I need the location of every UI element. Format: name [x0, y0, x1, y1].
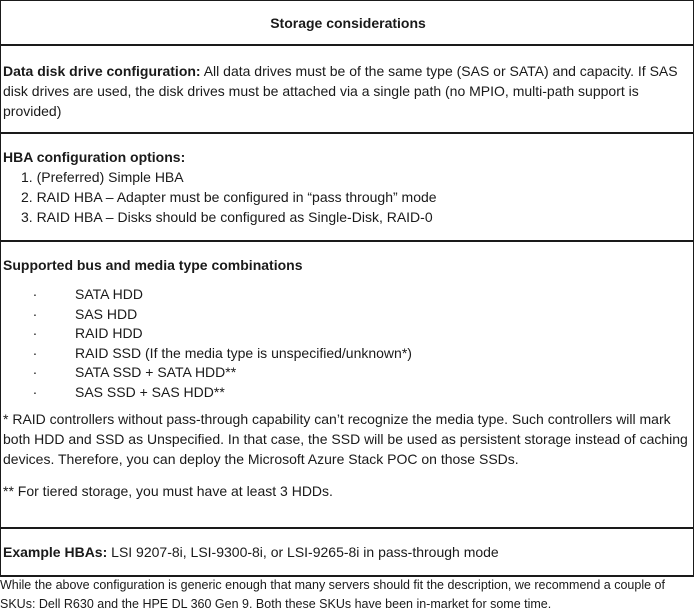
hba-label: HBA configuration options:	[3, 149, 186, 165]
example-hba-row	[1, 529, 693, 577]
list-item	[3, 383, 693, 403]
list-item	[3, 324, 693, 344]
list-item-text: SATA SSD + SATA HDD**	[75, 364, 237, 381]
list-item-text: SAS HDD	[75, 305, 138, 322]
data-disk-text: All data drives must be of the same type (SAS or SATA) and capacity. If SAS disk drives are used, the disk drives must be attached via a single path (no MPIO, multi-path support is provided)	[3, 63, 678, 119]
hba-option: 1. (Preferred) Simple HBA	[21, 169, 184, 185]
hba-row	[1, 134, 693, 242]
bus-media-list	[3, 285, 693, 403]
list-item	[3, 344, 693, 364]
example-hba-label: Example HBAs:	[3, 544, 108, 560]
bullet-icon: ·	[32, 364, 38, 381]
bus-media-label: Supported bus and media type combinations	[3, 257, 303, 273]
example-hba-text: LSI 9207-8i, LSI-9300-8i, or LSI-9265-8i in pass-through mode	[107, 544, 499, 560]
table-header-title: Storage considerations	[270, 15, 426, 31]
hba-option: 2. RAID HBA – Adapter must be configured in “pass through” mode	[21, 189, 437, 205]
list-item	[3, 285, 693, 305]
data-disk-row	[1, 46, 693, 134]
tiered-note: ** For tiered storage, you must have at least 3 HDDs.	[3, 482, 333, 499]
list-item-text: SATA HDD	[75, 286, 143, 302]
bullet-icon: ·	[32, 286, 38, 302]
hba-options-list	[3, 167, 693, 227]
bus-media-row	[1, 242, 693, 529]
table-header	[1, 1, 693, 46]
list-item-text: RAID SSD (If the media type is unspecified/unknown*)	[75, 344, 412, 361]
footer-paragraph: While the above configuration is generic enough that many servers should fit the description, we recommend a couple of SKUs: Dell R630 and the HPE DL 360 Gen 9. Both these SKUs have been in-market for some time.	[0, 578, 665, 611]
list-item	[3, 305, 693, 325]
bullet-icon: ·	[32, 344, 38, 361]
list-item-text: SAS SSD + SAS HDD**	[75, 383, 225, 400]
bullet-icon: ·	[32, 383, 38, 400]
list-item	[3, 363, 693, 383]
list-item-text: RAID HDD	[75, 325, 143, 342]
hba-option: 3. RAID HBA – Disks should be configured as Single-Disk, RAID-0	[21, 209, 433, 225]
bullet-icon: ·	[32, 305, 38, 322]
bullet-icon: ·	[32, 325, 38, 342]
raid-note: * RAID controllers without pass-through capability can’t recognize the media type. Such controllers will mark both HDD and SSD as Unspecified. In that case, the SSD will be used as persistent storage instead of caching devices. Therefore, you can deploy the Microsoft Azure Stack POC on those SSDs.	[3, 410, 688, 467]
data-disk-label: Data disk drive configuration:	[3, 63, 201, 79]
